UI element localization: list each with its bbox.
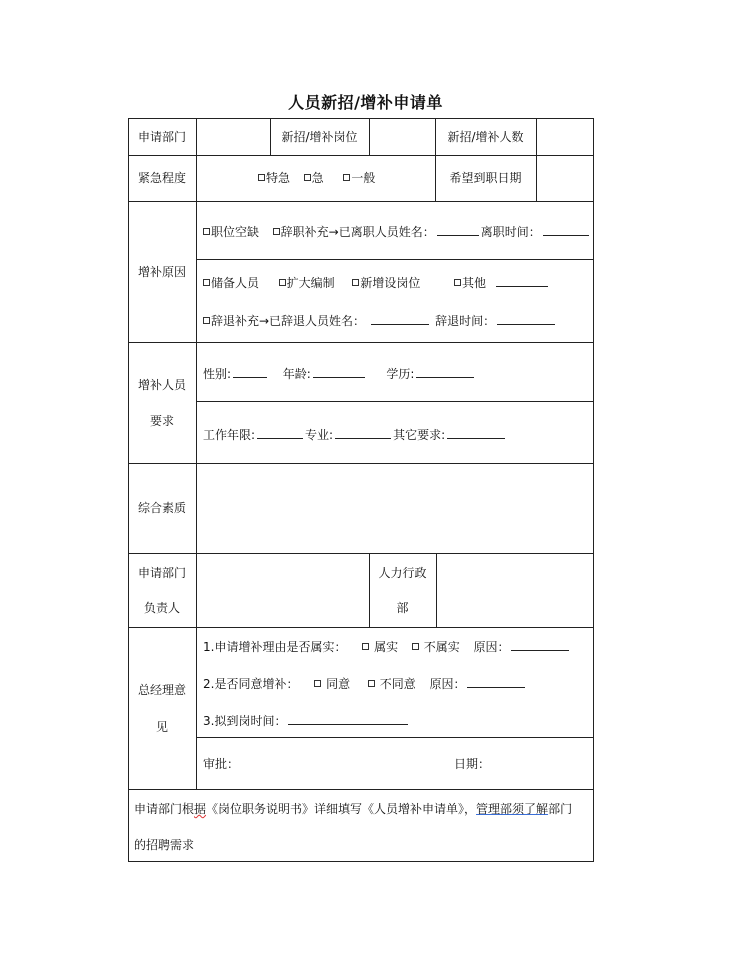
hr-label-2: 部 [396, 601, 409, 615]
hr-input[interactable] [437, 554, 593, 627]
checkbox-icon[interactable] [203, 228, 210, 235]
checkbox-icon[interactable] [412, 643, 419, 650]
quality-input[interactable] [197, 464, 593, 553]
dept-head-input[interactable] [197, 554, 369, 627]
footer-note-line-2: 的招聘需求 [134, 838, 195, 852]
gm-label-2: 见 [155, 720, 168, 734]
gm-question-1: 1.申请增补理由是否属实： 属实 不属实 原因： [203, 638, 571, 655]
requirements-line-1: 性别: 年龄: 学历: [203, 365, 476, 382]
row-divider [128, 155, 594, 156]
gender-blank[interactable] [233, 365, 267, 378]
count-input[interactable] [536, 129, 594, 145]
checkbox-icon[interactable] [362, 643, 369, 650]
row-divider [128, 342, 594, 343]
dept-head-label-1: 申请部门 [137, 566, 186, 580]
row-divider [128, 789, 594, 790]
major-blank[interactable] [335, 426, 391, 439]
date-label: 日期： [454, 757, 491, 771]
checkbox-icon[interactable] [454, 279, 461, 286]
checkbox-icon[interactable] [304, 174, 311, 181]
option-urgent-high: 特急 [266, 171, 291, 185]
q1-reason-blank[interactable] [511, 638, 569, 651]
resign-time-blank[interactable] [543, 223, 589, 236]
count-label: 新招/增补人数 [447, 130, 524, 144]
other-req-blank[interactable] [447, 426, 505, 439]
checkbox-icon[interactable] [314, 680, 321, 687]
quality-label: 综合素质 [137, 501, 186, 515]
row-divider [196, 259, 594, 260]
form-title: 人员新招/增补申请单 [288, 93, 443, 112]
reason-label: 增补原因 [137, 265, 186, 279]
reason-line-2: 储备人员 扩大编制 新增设岗位 其他 [203, 274, 550, 291]
approve-label: 审批： [203, 757, 240, 771]
checkbox-icon[interactable] [273, 228, 280, 235]
position-label: 新招/增补岗位 [281, 130, 358, 144]
dept-input[interactable] [196, 129, 270, 145]
row-divider [128, 627, 594, 628]
checkbox-icon[interactable] [279, 279, 286, 286]
checkbox-icon[interactable] [368, 680, 375, 687]
work-years-blank[interactable] [257, 426, 303, 439]
dismissed-name-blank[interactable] [371, 312, 429, 325]
row-divider [196, 401, 594, 402]
arrival-time-blank[interactable] [288, 712, 408, 725]
age-blank[interactable] [313, 365, 365, 378]
dept-head-label-2: 负责人 [143, 601, 180, 615]
hr-label-1: 人力行政 [378, 566, 427, 580]
urgency-options [258, 170, 375, 186]
requirements-label-2: 要求 [149, 414, 174, 428]
option-normal: 一般 [351, 171, 376, 185]
arrival-date-label: 希望到职日期 [449, 171, 522, 185]
urgency-label: 紧急程度 [137, 171, 186, 185]
gm-label-1: 总经理意 [137, 683, 186, 697]
checkbox-icon[interactable] [258, 174, 265, 181]
gm-question-3: 3.拟到岗时间： [203, 712, 410, 729]
reason-line-1: 职位空缺 辞职补充→已离职人员姓名： 离职时间： [203, 223, 591, 240]
checkbox-icon[interactable] [203, 317, 210, 324]
row-divider [128, 201, 594, 202]
dept-label: 申请部门 [137, 130, 186, 144]
dismiss-time-blank[interactable] [497, 312, 555, 325]
gm-question-2: 2.是否同意增补： 同意 不同意 原因： [203, 675, 527, 692]
other-reason-blank[interactable] [496, 274, 548, 287]
option-urgent: 急 [311, 171, 324, 185]
position-input[interactable] [369, 129, 435, 145]
resigned-name-blank[interactable] [437, 223, 479, 236]
column-divider [196, 118, 197, 789]
requirements-label-1: 增补人员 [137, 378, 186, 392]
education-blank[interactable] [416, 365, 474, 378]
checkbox-icon[interactable] [352, 279, 359, 286]
checkbox-icon[interactable] [203, 279, 210, 286]
q2-reason-blank[interactable] [467, 675, 525, 688]
footer-note-line-1: 申请部门根据《岗位职务说明书》详细填写《人员增补申请单》，管理部须了解部门 [134, 802, 573, 816]
checkbox-icon[interactable] [343, 174, 350, 181]
reason-line-3: 辞退补充→已辞退人员姓名： 辞退时间： [203, 312, 557, 329]
row-divider [196, 737, 594, 738]
requirements-line-2: 工作年限: 专业: 其它要求: [203, 426, 507, 443]
